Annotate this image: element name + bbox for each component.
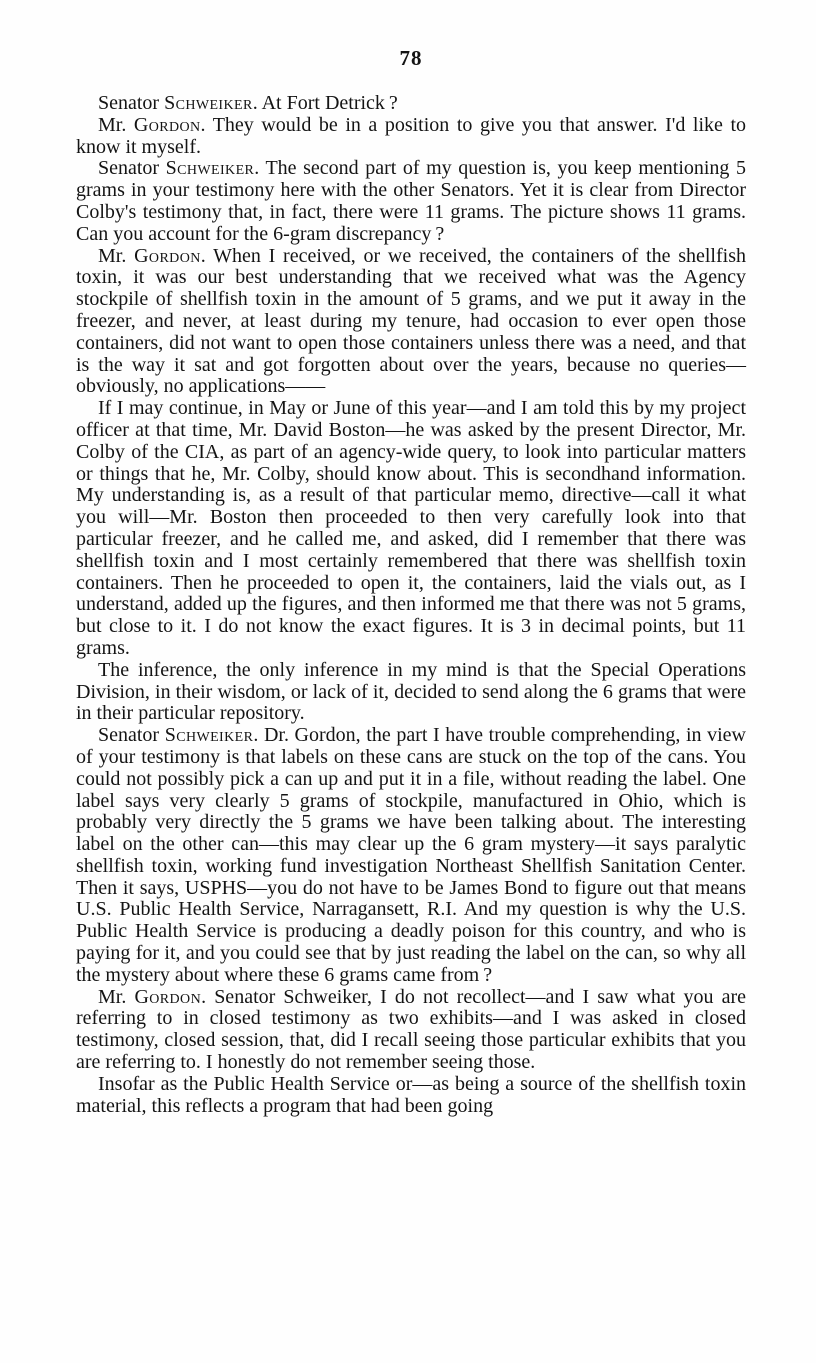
- paragraph: The inference, the only inference in my mind is that the Special Operations Division, in their wisdom, or lack of it, decided to send along the 6 grams that were in their particular repository.: [76, 658, 746, 725]
- paragraph: If I may continue, in May or June of this year—and I am told this by my project officer at that time, Mr. David Boston—he was asked by the present Director, Mr. Colby of the CIA, as part of an agency-wide query, to look into particular matters or things that he, Mr. Colby, should know about. This is secondhand information. My understanding is, as a result of that particular memo, directive—call it what you will—Mr. Boston then proceeded to then very carefully look into that particular freezer, and he called me, and asked, did I remember that there was shellfish toxin and I most certainly remembered that there was shellfish toxin containers. Then he proceeded to open it, the containers, laid the vials out, as I understand, added up the figures, and then informed me that there was not 5 grams, but close to it. I do not know the exact figures. It is 3 in decimal points, but 11 grams.: [76, 397, 746, 659]
- paragraph: Mr. Gordon. Senator Schweiker, I do not recollect—and I saw what you are referring to in closed testimony as two exhibits—and I was asked in closed testimony, closed session, that, did I recall seeing those particular exhibits that you are referring to. I honestly do not remember seeing those.: [76, 985, 746, 1074]
- speaker-name: Gordon: [134, 244, 201, 267]
- speaker-title: Senator: [98, 724, 165, 747]
- paragraph: Insofar as the Public Health Service or—as being a source of the shellfish toxin material, this reflects a program that had been going: [76, 1072, 746, 1117]
- transcript: [76, 93, 746, 1117]
- speaker-title: Mr.: [98, 985, 135, 1008]
- speaker-title: Senator: [98, 92, 165, 114]
- paragraph: Mr. Gordon. They would be in a position to give you that answer. I'd like to know it myself.: [76, 113, 746, 158]
- paragraph: Senator Schweiker. At Fort Detrick ?: [98, 92, 398, 114]
- paragraph: Senator Schweiker. Dr. Gordon, the part I have trouble comprehending, in view of your testimony is that labels on these cans are stuck on the top of the cans. You could not possibly pick a can up and put it in a file, without reading the label. One label says very clearly 5 grams of stockpile, manufactured in Ohio, which is probably very directly the 5 grams we have been talking about. The interesting label on the other can—this may clear up the 6 gram mystery—it says paralytic shellfish toxin, working fund investigation Northeast Shellfish Sanitation Center. Then it says, USPHS—you do not have to be James Bond to figure out that means U.S. Public Health Service, Narragansett, R.I. And my question is why the U.S. Public Health Service is producing a deadly poison for this country, and who is paying for it, and you could see that by just reading the label on the can, so why all the mystery about where these 6 grams came from ?: [76, 724, 746, 986]
- speaker-title: Senator: [98, 157, 166, 180]
- paragraph: Senator Schweiker. The second part of my question is, you keep mentioning 5 grams in your testimony here with the other Senators. Yet it is clear from Director Colby's testimony that, in fact, there were 11 grams. The picture shows 11 grams. Can you account for the 6-gram discrepancy ?: [76, 157, 746, 245]
- speaker-name: Schweiker: [165, 157, 255, 180]
- speaker-title: Mr.: [98, 244, 135, 267]
- speaker-name: Schweiker: [164, 92, 253, 114]
- speaker-name: Gordon: [134, 985, 202, 1008]
- page-number: 78: [399, 46, 423, 70]
- speaker-name: Gordon: [133, 113, 201, 136]
- speaker-title: Mr.: [98, 113, 134, 136]
- speaker-name: Schweiker: [164, 724, 254, 747]
- paragraph: Mr. Gordon. When I received, or we received, the containers of the shellfish toxin, it was our best understanding that we received what was the Agency stockpile of shellfish toxin in the amount of 5 grams, and we put it away in the freezer, and never, at least during my tenure, had occasion to ever open those containers, did not want to open those containers unless there was a need, and that is the way it sat and got forgotten about over the years, because no queries—obviously, no applications——: [76, 244, 746, 398]
